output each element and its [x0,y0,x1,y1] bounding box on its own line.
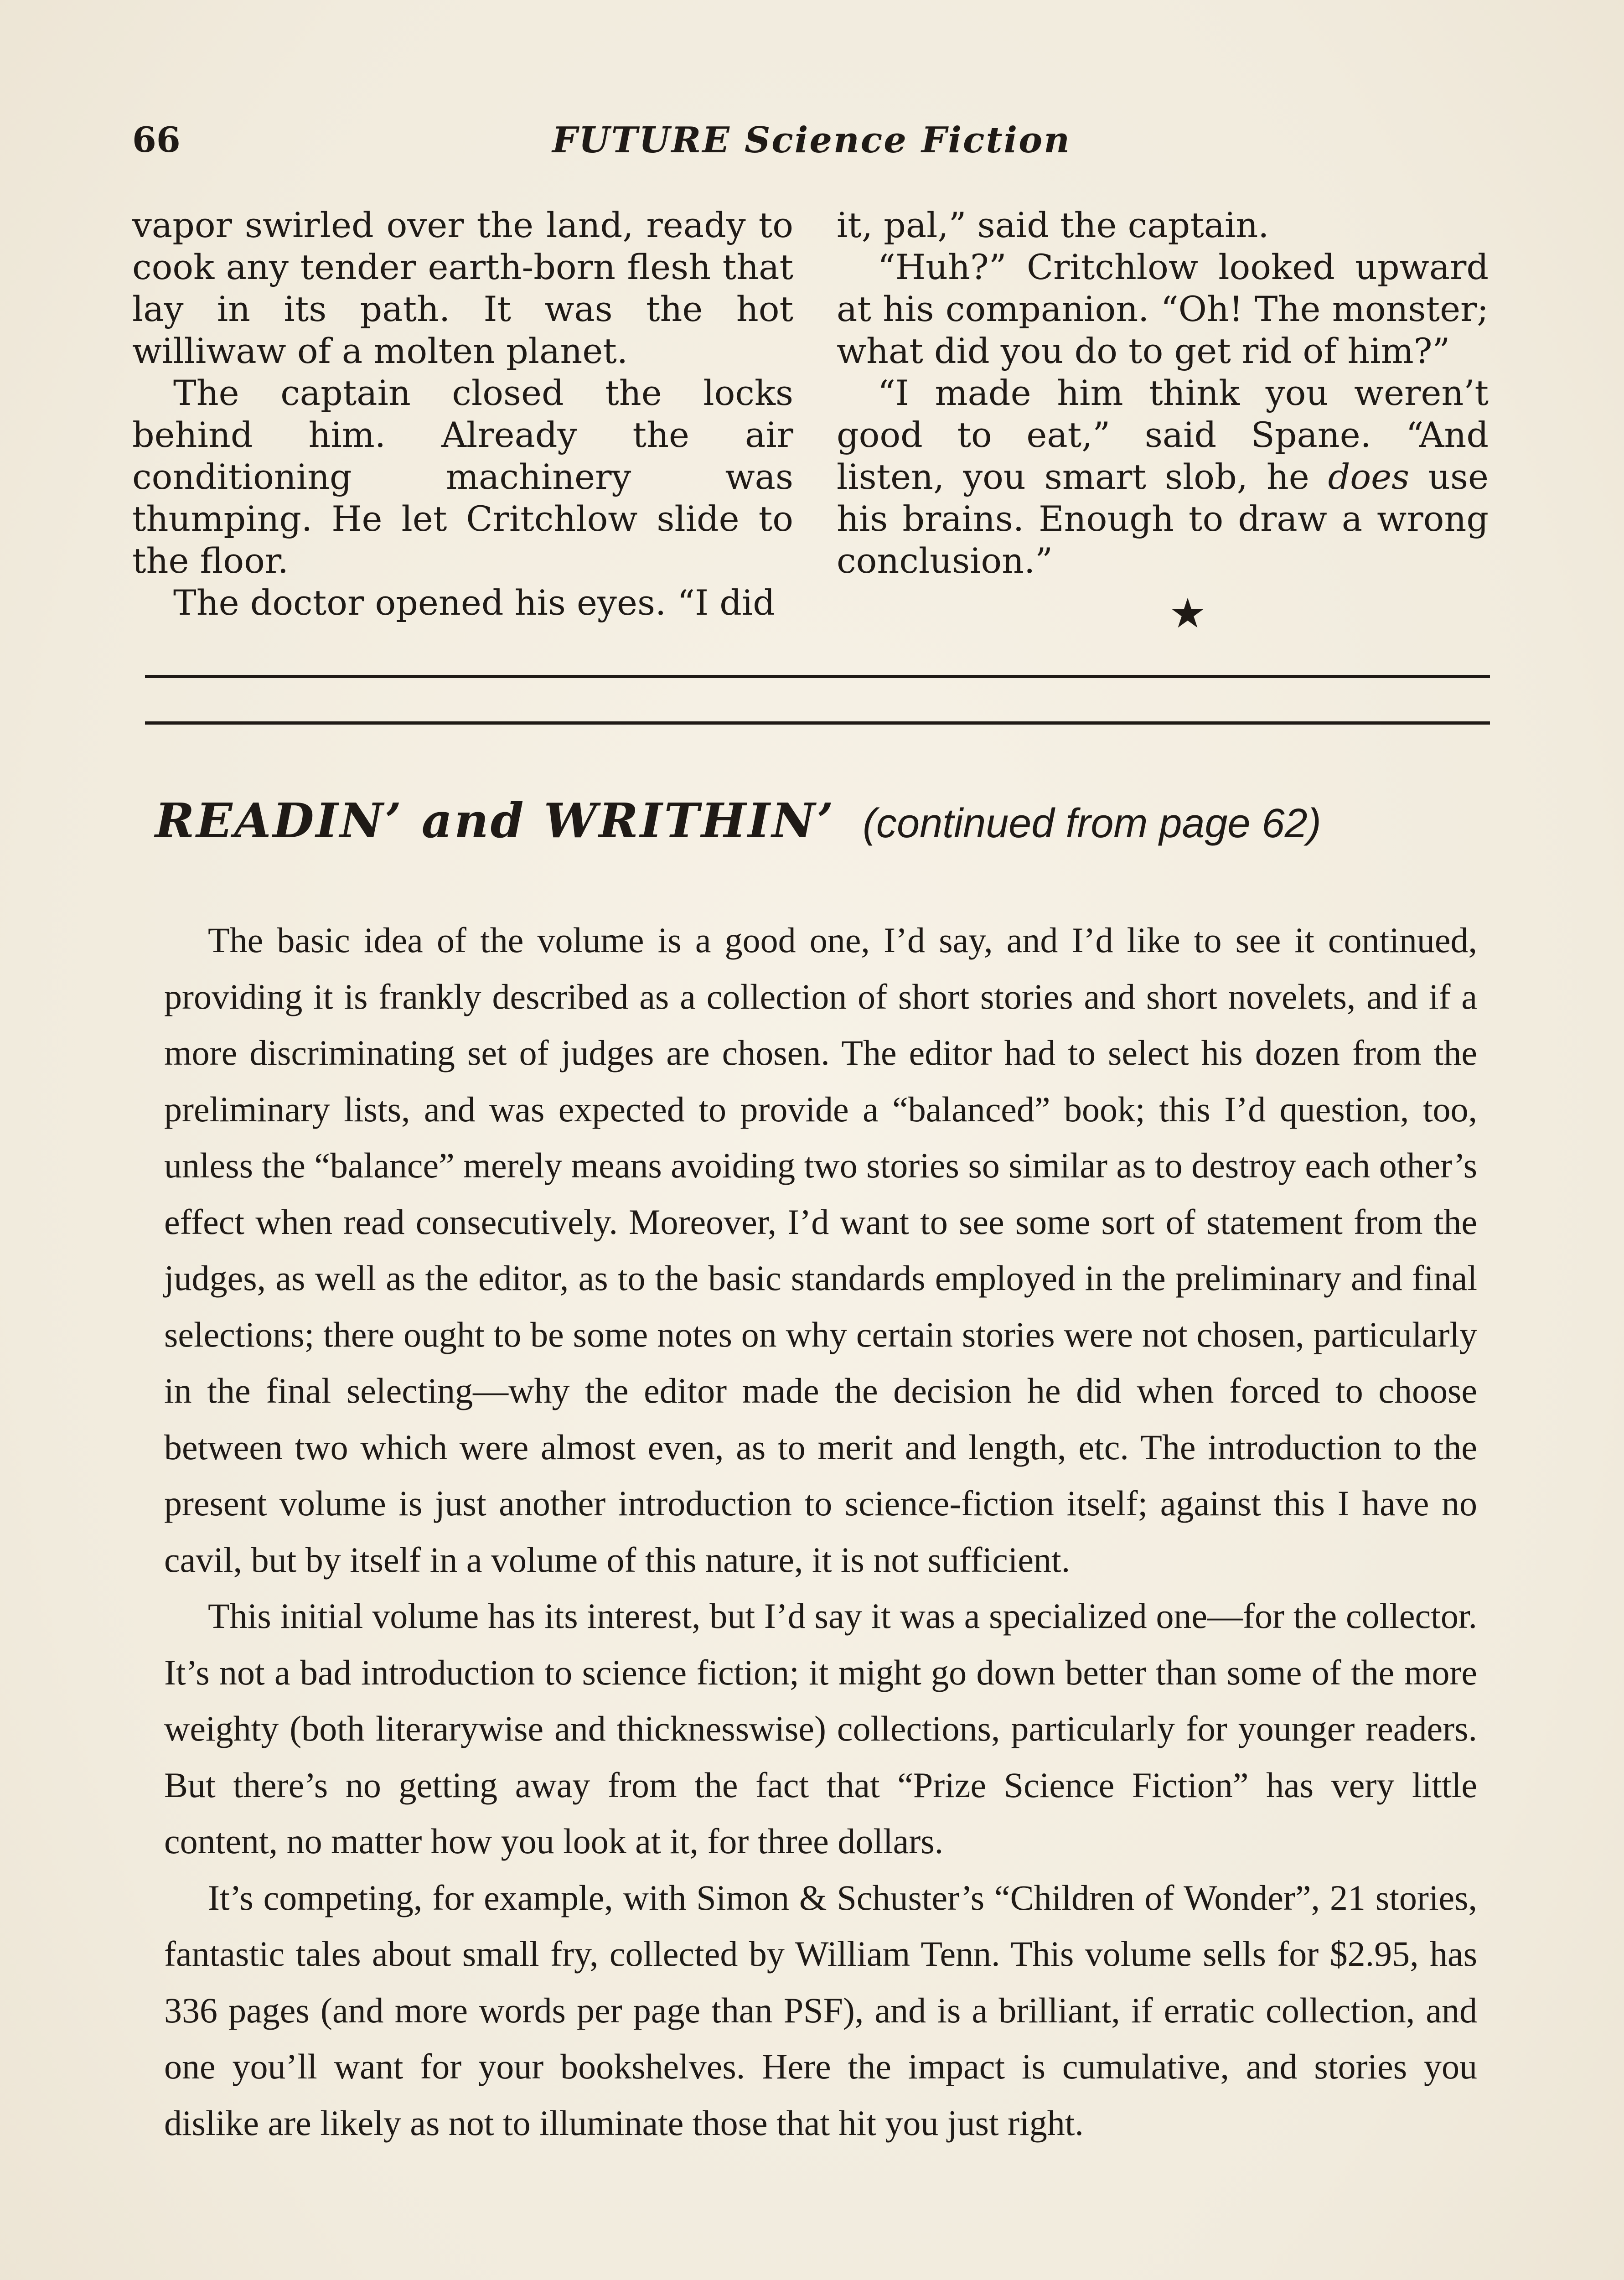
page-number: 66 [132,119,181,160]
article-body [164,912,1477,2151]
divider-rule [145,721,1490,725]
continued-note: (continued from page 62) [863,801,1321,846]
story-text: use his brains. Enough to draw a wrong conclusion.” [837,456,1489,581]
article-paragraph: The basic idea of the volume is a good one, I’d say, and I’d like to see it continued, providing it is frankly described as a collection of short stories and short novelets, and if a more discriminating set of judges are chosen. The editor had to select his dozen from the preliminary lists, and was expected to provide a “balanced” book; this I’d question, too, unless the “balance” merely means avoiding two stories so similar as to destroy each other’s effect when read consecutively. Moreover, I’d want to see some sort of statement from the judges, as well as the editor, as to the basic standards employed in the preliminary and final selections; there ought to be some notes on why certain stories were not chosen, particularly in the final selecting—why the editor made the decision he did when forced to choose between two which were almost even, as to merit and length, etc. The introduction to the present volume is just another introduction to science-fiction itself; against this I have no cavil, but by itself in a volume of this nature, it is not sufficient. [164,920,1477,1580]
running-head: FUTURE Science Fiction [552,119,1071,161]
story-paragraph-last [837,372,1489,582]
page-header [132,119,1491,170]
story-paragraph: The captain closed the locks behind him. Already the air conditioning machinery was thumping. He let Critchlow slide to the floor. [132,373,793,581]
story-paragraph: it, pal,” said the captain. [837,205,1269,245]
article-paragraph: It’s competing, for example, with Simon & Schuster’s “Children of Wonder”, 21 stories, fantastic tales about small fry, collected by William Tenn. This volume sells for $2.95, has 336 pages (and more words per page than PSF), and is a brilliant, if erratic collection, and one you’ll want for your bookshelves. Here the impact is cumulative, and stories you dislike are likely as not to illuminate those that hit you just right. [164,1877,1477,2143]
story-paragraph: vapor swirled over the land, ready to cook any tender earth-born flesh that lay in its path. It was the hot williwaw of a molten planet. [132,205,793,371]
article-paragraph: This initial volume has its interest, but I’d say it was a specialized one—for the collector. It’s not a bad introduction to science fiction; it might go down better than some of the more weighty (both literarywise and thicknesswise) collections, particularly for younger readers. But there’s no getting away from the fact that “Prize Science Fiction” has very little content, no matter how you look at it, for three dollars. [164,1596,1477,1861]
story-column-left [132,204,793,624]
story-paragraph: “Huh?” Critchlow looked upward at his companion. “Oh! The monster; what did you do to get rid of him?” [837,247,1489,371]
article-heading [155,793,1486,856]
divider-rule [145,675,1490,678]
story-emphasis: does [1328,456,1410,497]
article-title: READIN’ and WRITHIN’ [155,793,836,849]
story-column-right [837,204,1489,641]
story-text: “I made him think you weren’t good to eat,” said Spane. “And listen, you smart slob, he [837,373,1489,497]
story-paragraph: The doctor opened his eyes. “I did [173,582,775,623]
star-end-mark-icon: ★ [1169,590,1206,637]
